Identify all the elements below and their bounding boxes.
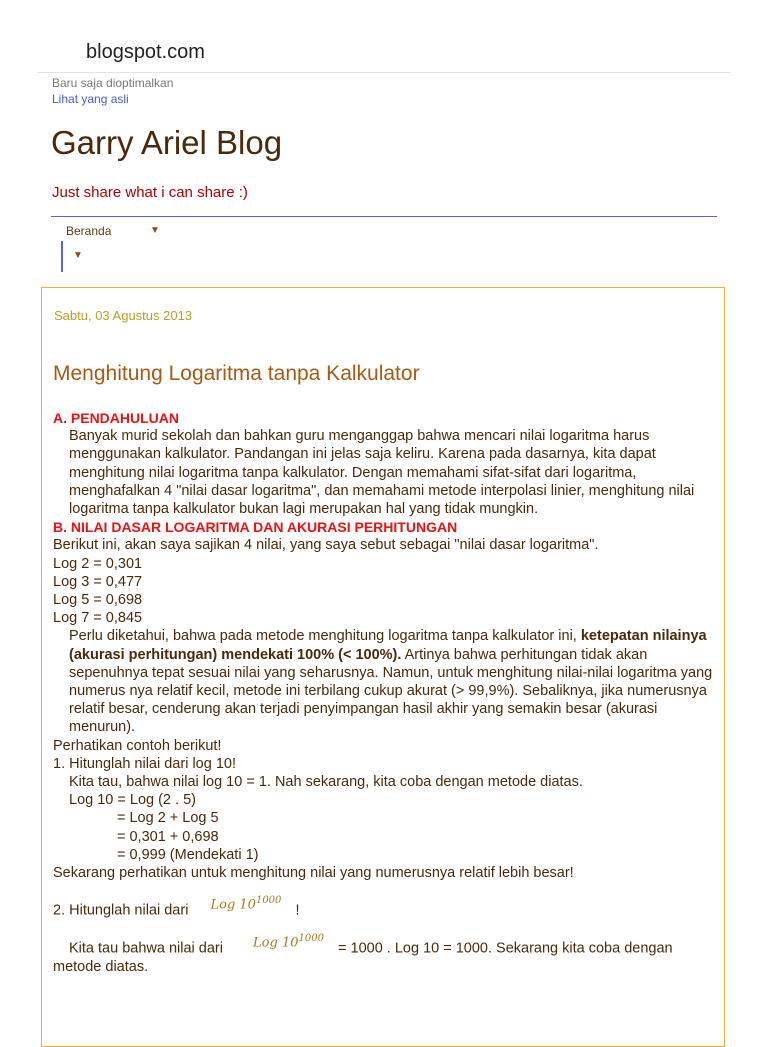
site-domain: blogspot.com [86,41,205,63]
post-body [53,409,717,976]
bold-text: ketepatan nilainya (akurasi perhitungan) mendekati 100% (< 100%). [69,628,707,663]
math-exponent: 1000 [255,895,282,907]
nav-item-home[interactable]: Beranda [66,224,112,238]
chevron-down-icon[interactable]: ▼ [150,225,160,236]
view-original-link[interactable]: Lihat yang asli [52,92,129,106]
list-item: Log 3 = 0,477 [53,573,143,590]
top-divider [37,72,731,73]
post-title[interactable]: Menghitung Logaritma tanpa Kalkulator [53,362,420,385]
paragraph: Sekarang perhatikan untuk menghitung nilai yang numerusnya relatif lebih besar! [53,865,574,882]
section-header: A. PENDAHULUAN [53,410,179,426]
text-span: ! [295,902,300,919]
text-span: = 1000 . Log 10 = 1000. Sekarang kita coba dengan [338,940,673,957]
optimized-note: Baru saja dioptimalkan [52,76,174,90]
list-item [53,892,717,928]
list-item: Log 2 = 0,301 [53,555,143,572]
paragraph: Kita tau, bahwa nilai log 10 = 1. Nah sekarang, kita coba dengan metode diatas. [69,774,583,791]
paragraph [53,930,717,958]
calc-step: = Log 2 + Log 5 [117,810,219,827]
paragraph [53,627,717,736]
paragraph: Berikut ini, akan saya sajikan 4 nilai, yang saya sebut sebagai "nilai dasar logaritma". [53,537,599,554]
chevron-down-icon[interactable]: ▼ [73,250,83,261]
text-span: Artinya bahwa perhitungan tidak akan sepenuhnya tepat sesuai nilai yang seharusnya. Namun, untuk menghitung nilai-nilai logaritma yang numerus nya relatif kecil, metode ini terbilang cukup akurat (> 99,9%). Sebaliknya, jika numerusnya relatif besar, cenderung akan terjadi penyimpangan hasil akhir yang semakin besar (akurasi menurun). [69,646,713,736]
post-container [41,287,725,1047]
math-exponent: 1000 [298,933,324,945]
text-span: Kita tau bahwa nilai dari [69,940,223,957]
list-item: 1. Hitunglah nilai dari log 10! [53,755,236,772]
blog-title[interactable]: Garry Ariel Blog [51,124,283,161]
nav-secondary-bar [61,241,63,272]
post-date: Sabtu, 03 Agustus 2013 [54,308,193,323]
paragraph: metode diatas. [53,958,149,975]
paragraph: Banyak murid sekolah dan bahkan guru menganggap bahwa mencari nilai logaritma harus menggunakan kalkulator. Pandangan ini jelas saja keliru. Karena pada dasarnya, kita dapat menghitung nilai logaritma tanpa kalkulator. Dengan memahami sifat-sifat dari logaritma, menghafalkan 4 "nilai dasar logaritma", dan memahami metode interpolasi linier, menghitung nilai logaritma tanpa kalkulator bukan lagi merupakan hal yang tidak mungkin. [69,428,695,518]
calc-step: = 0,999 (Mendekati 1) [117,846,259,863]
list-item: Log 7 = 0,845 [53,610,143,627]
math-expression [210,892,281,915]
section-header: B. NILAI DASAR LOGARITMA DAN AKURASI PERHITUNGAN [53,519,458,536]
paragraph: Perhatikan contoh berikut! [53,737,222,754]
text-span: Perlu diketahui, bahwa pada metode menghitung logaritma tanpa kalkulator ini, [69,628,581,645]
nav-divider [51,216,717,217]
paragraph: Log 10 = Log (2 . 5) [69,792,196,809]
text-span: 2. Hitunglah nilai dari [53,902,189,919]
calc-step: = 0,301 + 0,698 [117,828,219,845]
math-base: Log 10 [210,897,256,913]
list-item: Log 5 = 0,698 [53,592,143,609]
math-expression [253,930,324,953]
math-base: Log 10 [253,935,299,951]
blog-description: Just share what i can share :) [52,184,248,201]
